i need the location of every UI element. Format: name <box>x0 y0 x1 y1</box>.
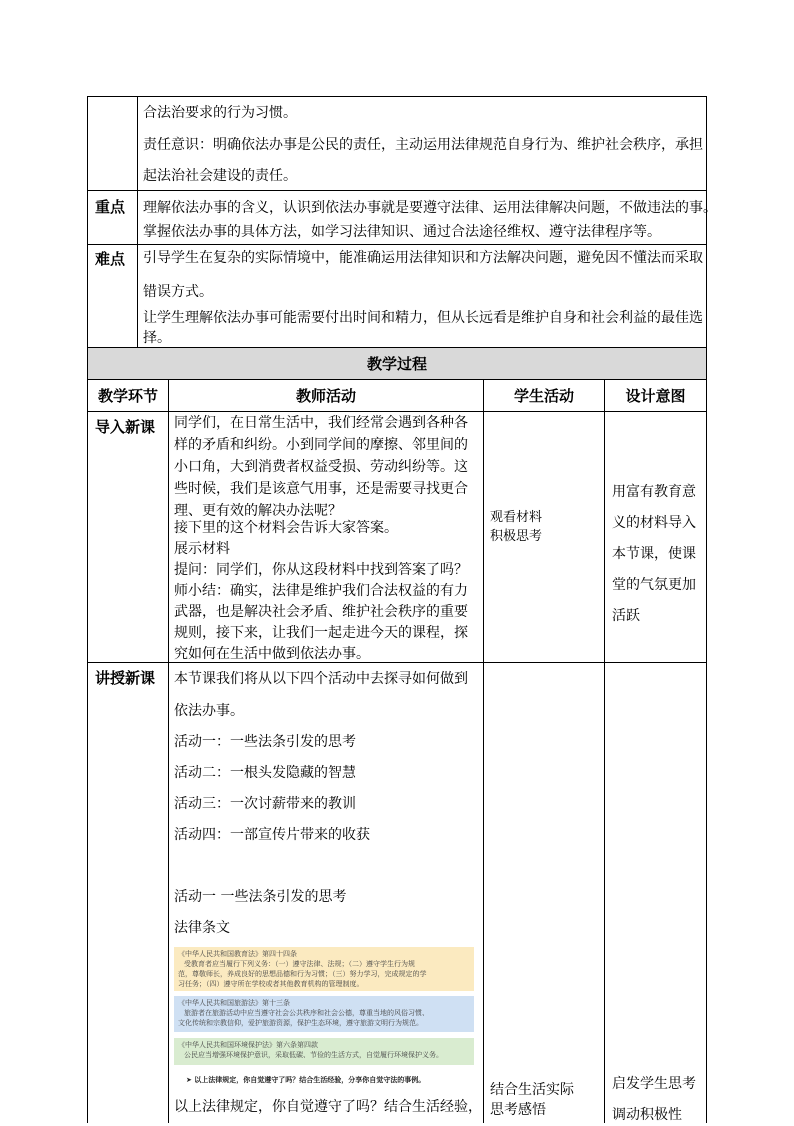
key-point-line: 掌握依法办事的具体方法，如学习法律知识、通过合法途径维权、遵守法律程序等。 <box>143 224 661 240</box>
law-box-line: 范，尊敬师长，养成良好的思想品德和行为习惯；（三）努力学习，完成规定的学 <box>178 970 427 978</box>
intent-line: 义的材料导入 <box>612 515 696 531</box>
lecture-student-line: 结合生活实际 <box>490 1082 574 1098</box>
law-box-environment <box>174 1038 474 1065</box>
intro-student-line: 观看材料 <box>490 510 543 525</box>
teacher-line: 样的矛盾和纠纷。小到同学间的摩擦、邻里间的 <box>174 437 468 453</box>
intent-line: 堂的气氛更加 <box>612 577 696 593</box>
key-points-label: 重点 <box>95 198 126 216</box>
teacher-line: 究如何在生活中做到依法办事。 <box>174 646 370 662</box>
law-box-line: 受教育者应当履行下列义务：（一）遵守法律、法规；（二）遵守学生行为规 <box>184 960 415 968</box>
intent-line: 活跃 <box>612 608 640 624</box>
lecture-student-line: 思考感悟 <box>490 1102 546 1118</box>
goal-line: 起法治社会建设的责任。 <box>143 168 297 184</box>
law-box-line: 旅游者在旅游活动中应当遵守社会公共秩序和社会公德，尊重当地的风俗习惯、 <box>184 1009 429 1017</box>
header-intent: 设计意图 <box>625 387 686 405</box>
activity-item: 活动四：一部宣传片带来的收获 <box>174 827 370 843</box>
law-box-education <box>174 947 474 991</box>
header-stage: 教学环节 <box>97 387 158 405</box>
intent-line: 本节课，使课 <box>612 546 696 562</box>
process-title: 教学过程 <box>366 355 427 373</box>
difficulty-line: 让学生理解依法办事可能需要付出时间和精力，但从长远看是维护自身和社会利益的最佳选 <box>143 310 703 326</box>
law-label: 法律条文 <box>174 920 230 936</box>
header-teacher: 教师活动 <box>295 387 356 405</box>
difficulty-line: 引导学生在复杂的实际情境中，能准确运用法律知识和方法解决问题，避免因不懂法而采取 <box>143 250 703 266</box>
law-box-tourism <box>174 996 474 1032</box>
teacher-line: 依法办事。 <box>174 703 244 719</box>
teacher-line: 本节课我们将从以下四个活动中去探寻如何做到 <box>174 671 468 687</box>
key-point-line: 理解依法办事的含义，认识到依法办事就是要遵守法律、运用法律解决问题，不做违法的事。 <box>143 200 717 216</box>
law-box-title: 《中华人民共和国环境保护法》第六条第四款 <box>178 1041 318 1049</box>
teacher-line: 规则，接下来，让我们一起走进今天的课程，探 <box>174 625 468 641</box>
difficulty-line: 错误方式。 <box>143 284 213 300</box>
goal-line: 责任意识：明确依法办事是公民的责任，主动运用法律规范自身行为、维护社会秩序，承担 <box>143 137 703 153</box>
difficulty-line: 择。 <box>143 330 171 346</box>
activity-item: 活动二：一根头发隐藏的智慧 <box>174 765 356 781</box>
law-box-line: 文化传统和宗教信仰，爱护旅游资源，保护生态环境，遵守旅游文明行为规范。 <box>178 1019 423 1027</box>
law-question-small: ➤ 以上法律规定，你自觉遵守了吗？结合生活经验，分享你自觉守法的事例。 <box>186 1076 426 1084</box>
activity-item: 活动一：一些法条引发的思考 <box>174 734 356 750</box>
law-box-line: 习任务；（四）遵守所在学校或者其他教育机构的管理制度。 <box>178 980 364 988</box>
intent-line: 用富有教育意 <box>612 484 696 500</box>
teacher-question: 以上法律规定，你自觉遵守了吗？结合生活经验， <box>174 1099 482 1115</box>
header-student: 学生活动 <box>513 387 574 405</box>
teacher-line: 师小结：确实，法律是维护我们合法权益的有力 <box>174 583 468 599</box>
law-box-title: 《中华人民共和国教育法》第四十四条 <box>178 950 297 958</box>
difficulty-label: 难点 <box>95 250 126 268</box>
teacher-line: 接下里的这个材料会告诉大家答案。 <box>174 520 398 536</box>
activity-item: 活动三：一次讨薪带来的教训 <box>174 796 356 812</box>
lecture-intent-line: 调动积极性 <box>612 1107 682 1123</box>
law-box-line: 公民应当增强环境保护意识，采取低碳、节俭的生活方式，自觉履行环境保护义务。 <box>184 1051 443 1059</box>
law-box-title: 《中华人民共和国旅游法》第十三条 <box>178 999 290 1007</box>
teacher-line: 武器，也是解决社会矛盾、维护社会秩序的重要 <box>174 604 468 620</box>
stage-lecture: 讲授新课 <box>95 669 156 687</box>
teacher-line: 些时候，我们是该意气用事，还是需要寻找更合 <box>174 481 468 497</box>
teacher-line: 理、更有效的解决办法呢？ <box>174 503 342 519</box>
goal-line: 合法治要求的行为习惯。 <box>143 105 297 121</box>
intro-student-line: 积极思考 <box>490 529 543 544</box>
teacher-line: 小口角，大到消费者权益受损、劳动纠纷等。这 <box>174 459 468 475</box>
lecture-intent-line: 启发学生思考 <box>612 1076 696 1092</box>
teacher-line: 展示材料 <box>174 541 230 557</box>
stage-intro: 导入新课 <box>95 418 156 436</box>
teacher-line: 同学们，在日常生活中，我们经常会遇到各种各 <box>174 415 468 431</box>
teacher-line: 提问：同学们，你从这段材料中找到答案了吗？ <box>174 562 468 578</box>
activity-one-title: 活动一 一些法条引发的思考 <box>174 889 347 905</box>
